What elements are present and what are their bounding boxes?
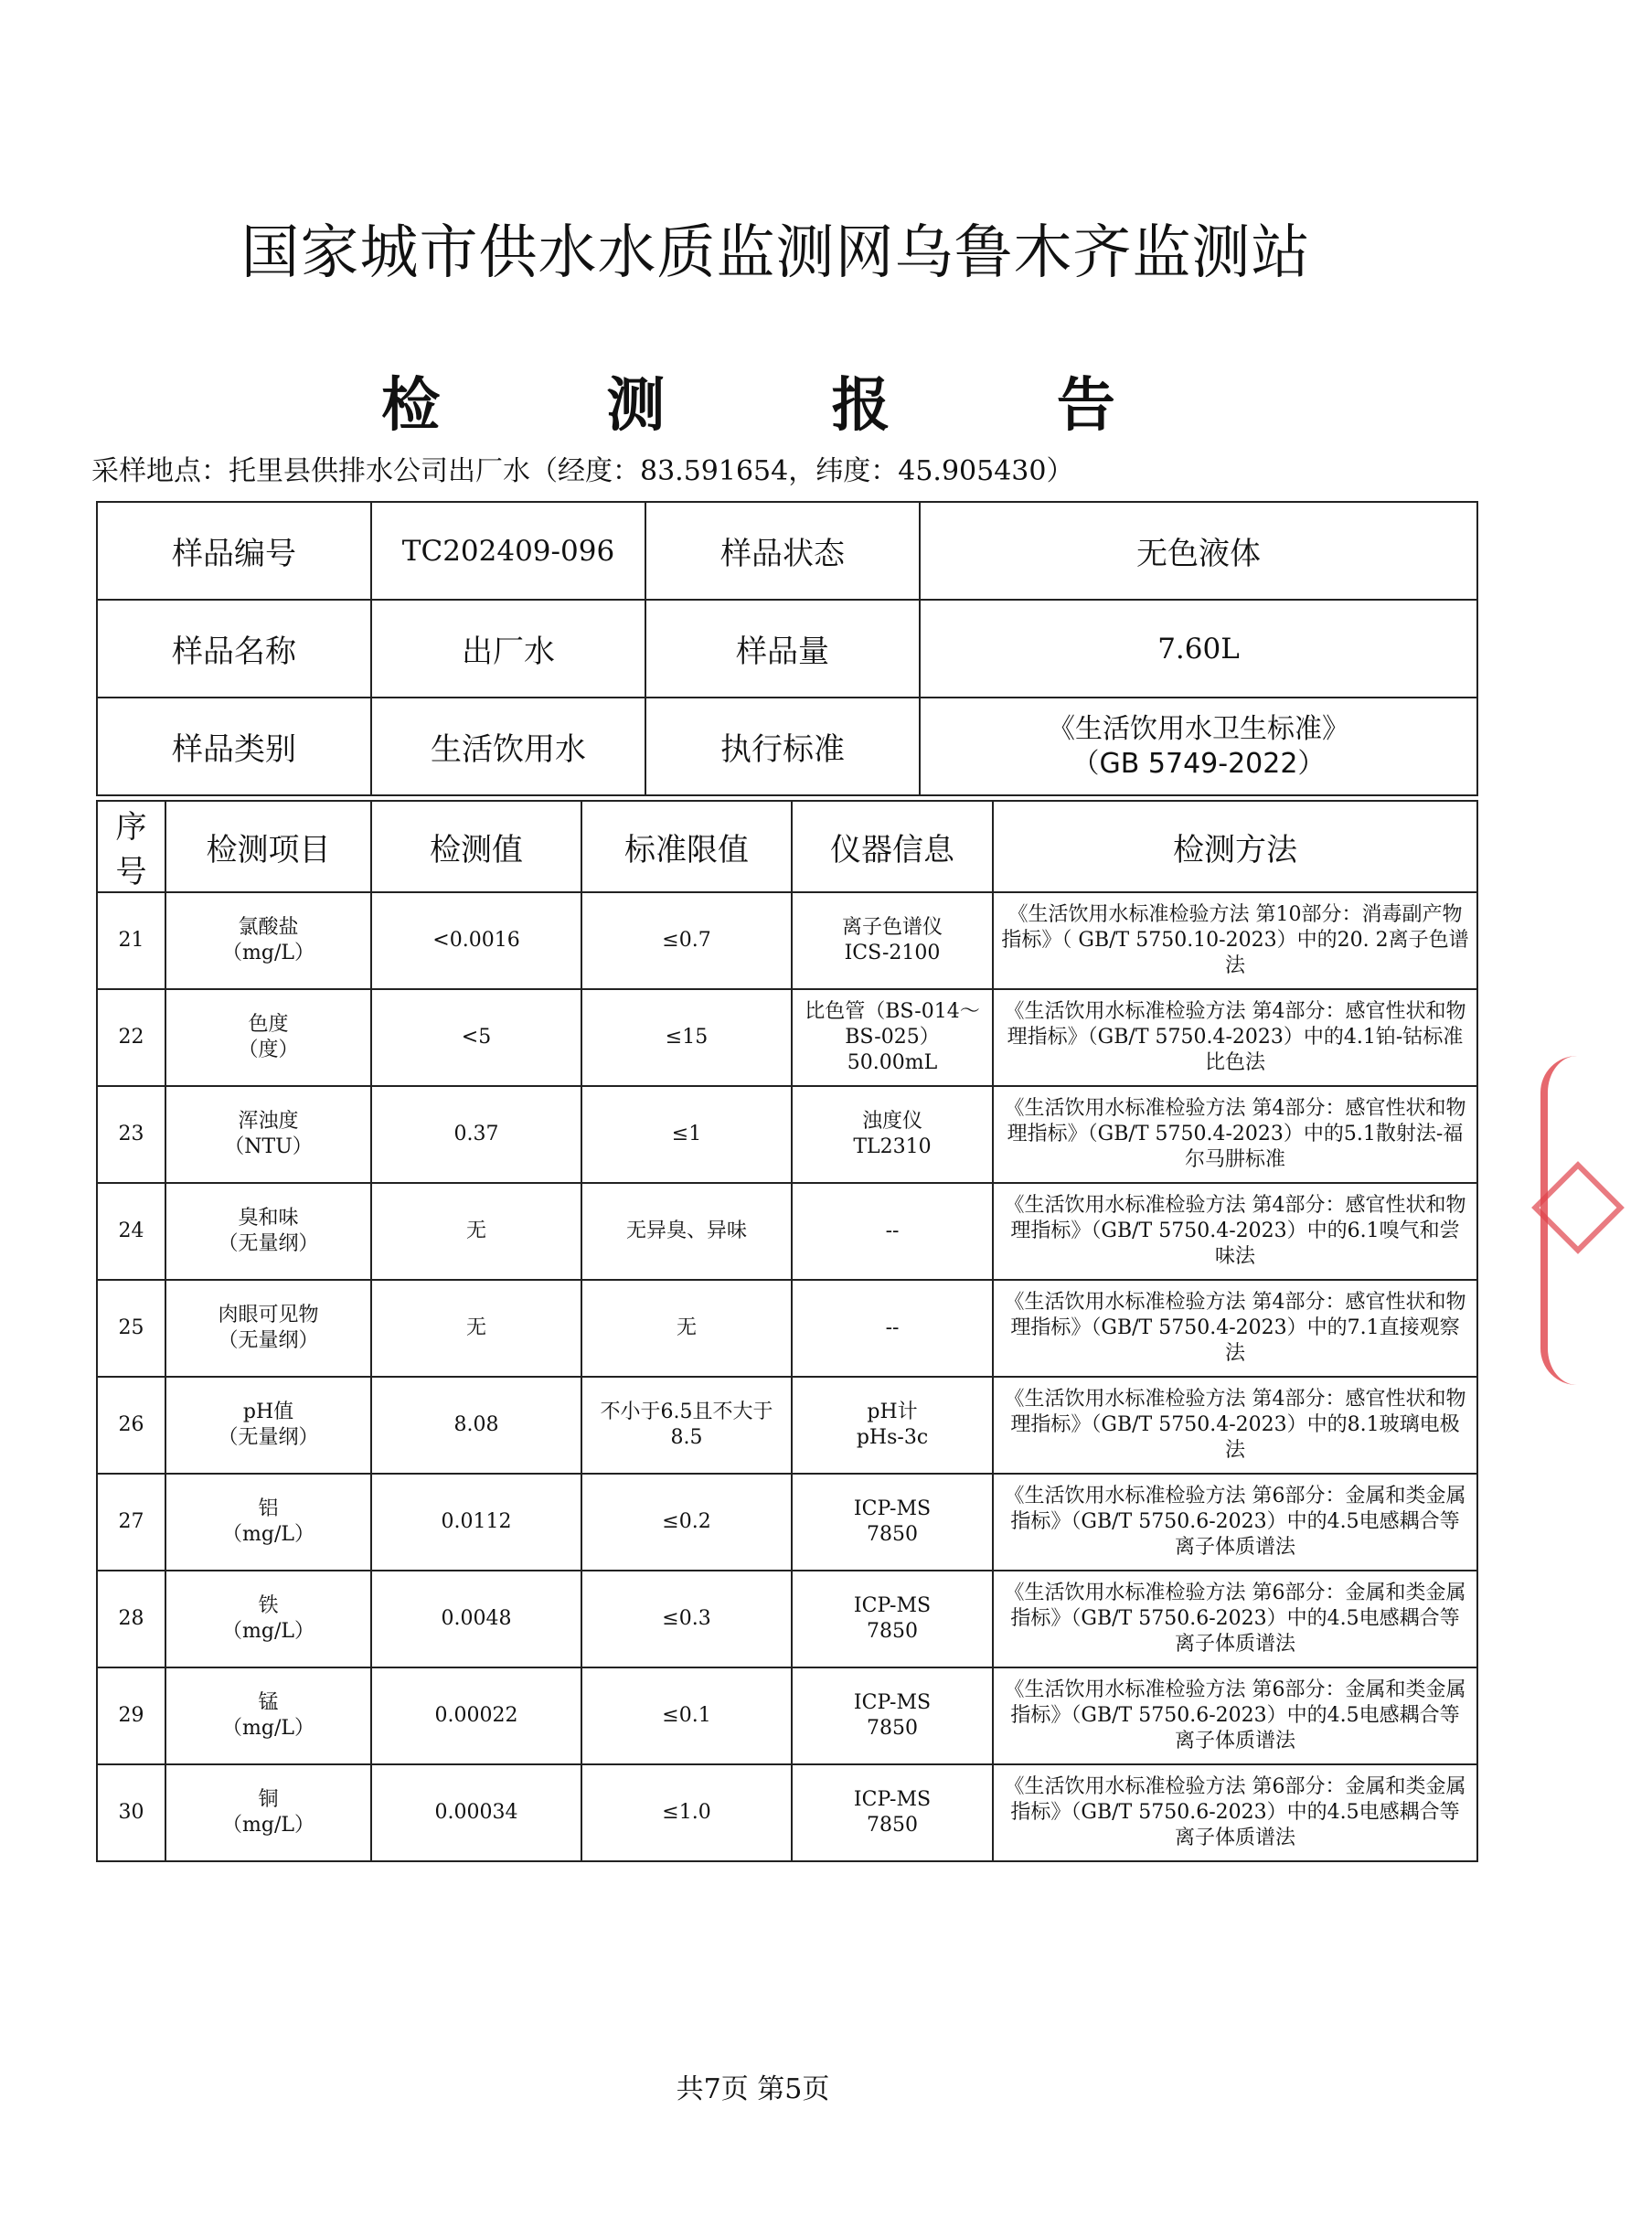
- standard-limit: [581, 1280, 792, 1377]
- test-item-name: 锰: [258, 1691, 279, 1714]
- standard-limit: [581, 892, 792, 989]
- instrument-info-line: pH计: [867, 1401, 918, 1423]
- test-item-name: 浑浊度: [238, 1110, 299, 1133]
- test-item: [165, 1571, 371, 1667]
- test-item: [165, 1764, 371, 1861]
- test-method: 《生活饮用水标准检验方法 第4部分：感官性状和物理指标》（GB/T 5750.4-2023）中的6.1嗅气和尝味法: [993, 1183, 1477, 1280]
- test-value: 0.00022: [371, 1667, 581, 1764]
- row-number: 24: [97, 1183, 165, 1280]
- standard-limit: [581, 1183, 792, 1280]
- instrument-info-line: 离子色谱仪: [841, 916, 943, 939]
- sample-no-value: TC202409-096: [371, 502, 645, 600]
- standard-limit-line: ≤0.1: [662, 1704, 711, 1727]
- row-number: 22: [97, 989, 165, 1086]
- instrument-info: [792, 1474, 993, 1571]
- instrument-info-line: ICP-MS: [853, 1497, 932, 1520]
- organization-title: 国家城市供水水质监测网乌鲁木齐监测站: [240, 219, 1311, 287]
- table-row: [97, 1667, 1477, 1764]
- standard-limit-line: ≤1: [671, 1123, 702, 1145]
- standard-limit: [581, 1377, 792, 1474]
- row-number: 28: [97, 1571, 165, 1667]
- test-item-name: 氯酸盐: [238, 916, 299, 939]
- test-item-name: 色度: [248, 1013, 289, 1036]
- sample-name-label: 样品名称: [97, 600, 371, 698]
- test-value: 8.08: [371, 1377, 581, 1474]
- test-method: 《生活饮用水标准检验方法 第6部分：金属和类金属指标》（GB/T 5750.6-2023）中的4.5电感耦合等离子体质谱法: [993, 1474, 1477, 1571]
- sample-qty-label: 样品量: [645, 600, 920, 698]
- instrument-info-line: 7850: [867, 1620, 918, 1643]
- row-number: 27: [97, 1474, 165, 1571]
- standard-limit: [581, 1764, 792, 1861]
- test-method: 《生活饮用水标准检验方法 第4部分：感官性状和物理指标》（GB/T 5750.4-2023）中的8.1玻璃电极法: [993, 1377, 1477, 1474]
- instrument-info-line: 50.00mL: [847, 1051, 938, 1074]
- test-item-name: pH值: [242, 1401, 294, 1423]
- table-row: [97, 1377, 1477, 1474]
- sample-name-value: 出厂水: [371, 600, 645, 698]
- test-item-unit: （无量纲）: [218, 1329, 319, 1352]
- table-row: [97, 1183, 1477, 1280]
- test-method: 《生活饮用水标准检验方法 第6部分：金属和类金属指标》（GB/T 5750.6-2023）中的4.5电感耦合等离子体质谱法: [993, 1571, 1477, 1667]
- instrument-info: [792, 1571, 993, 1667]
- table-row: [97, 892, 1477, 989]
- test-item-unit: （mg/L）: [222, 1523, 314, 1546]
- instrument-info: [792, 1764, 993, 1861]
- standard-line-1: 《生活饮用水卫生标准》: [1048, 712, 1349, 745]
- row-number: 26: [97, 1377, 165, 1474]
- standard-limit: [581, 1086, 792, 1183]
- test-method: 《生活饮用水标准检验方法 第6部分：金属和类金属指标》（GB/T 5750.6-2023）中的4.5电感耦合等离子体质谱法: [993, 1667, 1477, 1764]
- test-item: [165, 1086, 371, 1183]
- standard-limit-line: ≤0.3: [662, 1607, 711, 1630]
- test-method: 《生活饮用水标准检验方法 第4部分：感官性状和物理指标》（GB/T 5750.4-2023）中的4.1铂-钴标准比色法: [993, 989, 1477, 1086]
- instrument-info: [792, 1183, 993, 1280]
- test-method: 《生活饮用水标准检验方法 第4部分：感官性状和物理指标》（GB/T 5750.4-2023）中的7.1直接观察法: [993, 1280, 1477, 1377]
- standard-value: [920, 698, 1477, 795]
- header-value: 检测值: [371, 801, 581, 892]
- test-results-table: [96, 800, 1478, 1862]
- standard-limit-line: 不小于6.5且不大于: [600, 1401, 773, 1423]
- sample-type-value: 生活饮用水: [371, 698, 645, 795]
- table-row: [97, 1280, 1477, 1377]
- test-method: 《生活饮用水标准检验方法 第10部分：消毒副产物指标》（ GB/T 5750.10-2023）中的20. 2离子色谱法: [993, 892, 1477, 989]
- instrument-info: [792, 1667, 993, 1764]
- instrument-info-line: --: [885, 1220, 900, 1242]
- instrument-info-line: 7850: [867, 1523, 918, 1546]
- test-item-name: 臭和味: [238, 1207, 299, 1230]
- test-value: 0.00034: [371, 1764, 581, 1861]
- table-row: [97, 1474, 1477, 1571]
- instrument-info-line: --: [885, 1316, 900, 1339]
- instrument-info-line: 浊度仪: [861, 1110, 922, 1133]
- test-item-name: 铝: [258, 1497, 279, 1520]
- instrument-info-line: 比色管（BS-014～: [805, 1000, 980, 1023]
- instrument-info-line: pHs-3c: [856, 1426, 929, 1449]
- test-value: 0.0048: [371, 1571, 581, 1667]
- row-number: 30: [97, 1764, 165, 1861]
- table-row: [97, 1571, 1477, 1667]
- test-item-name: 肉眼可见物: [218, 1304, 319, 1326]
- test-method: 《生活饮用水标准检验方法 第6部分：金属和类金属指标》（GB/T 5750.6-2023）中的4.5电感耦合等离子体质谱法: [993, 1764, 1477, 1861]
- report-title: 检 测 报 告: [381, 372, 1188, 440]
- standard-label: 执行标准: [645, 698, 920, 795]
- info-row: [97, 698, 1477, 795]
- info-row: [97, 502, 1477, 600]
- row-number: 29: [97, 1667, 165, 1764]
- standard-limit-line: ≤15: [665, 1026, 709, 1049]
- test-item-unit: （度）: [238, 1039, 299, 1061]
- standard-limit-line: ≤1.0: [662, 1801, 711, 1824]
- standard-limit-line: 无: [676, 1316, 697, 1339]
- test-item: [165, 892, 371, 989]
- test-item: [165, 1280, 371, 1377]
- standard-limit-line: 无异臭、异味: [625, 1220, 747, 1242]
- test-item: [165, 1667, 371, 1764]
- test-item-unit: （无量纲）: [218, 1426, 319, 1449]
- test-item-unit: （NTU）: [224, 1135, 313, 1158]
- standard-limit: [581, 1667, 792, 1764]
- instrument-info-line: ICP-MS: [853, 1594, 932, 1617]
- info-row: [97, 600, 1477, 698]
- standard-limit: [581, 989, 792, 1086]
- table-row: [97, 1764, 1477, 1861]
- test-item-unit: （mg/L）: [222, 1620, 314, 1643]
- sample-qty-value: 7.60L: [920, 600, 1477, 698]
- test-item: [165, 989, 371, 1086]
- standard-limit-line: ≤0.2: [662, 1510, 711, 1533]
- test-item-unit: （mg/L）: [222, 1814, 314, 1837]
- standard-limit: [581, 1474, 792, 1571]
- instrument-info: [792, 1377, 993, 1474]
- sample-info-table: [96, 501, 1478, 796]
- instrument-info-line: TL2310: [853, 1135, 932, 1158]
- header-no: 序号: [97, 801, 165, 892]
- sample-type-label: 样品类别: [97, 698, 371, 795]
- test-item-unit: （无量纲）: [218, 1232, 319, 1255]
- header-item: 检测项目: [165, 801, 371, 892]
- table-header-row: [97, 801, 1477, 892]
- instrument-info-line: ICS-2100: [844, 942, 941, 964]
- instrument-info-line: ICP-MS: [853, 1788, 932, 1811]
- table-row: [97, 989, 1477, 1086]
- test-item-name: 铜: [258, 1788, 279, 1811]
- instrument-info: [792, 1280, 993, 1377]
- test-item: [165, 1183, 371, 1280]
- test-item: [165, 1474, 371, 1571]
- row-number: 25: [97, 1280, 165, 1377]
- test-item-unit: （mg/L）: [222, 1717, 314, 1740]
- test-item: [165, 1377, 371, 1474]
- test-value: 无: [371, 1280, 581, 1377]
- test-value: <5: [371, 989, 581, 1086]
- standard-limit: [581, 1571, 792, 1667]
- standard-limit-line: ≤0.7: [662, 929, 711, 952]
- test-method: 《生活饮用水标准检验方法 第4部分：感官性状和物理指标》（GB/T 5750.4-2023）中的5.1散射法-福尔马肼标准: [993, 1086, 1477, 1183]
- instrument-info: [792, 892, 993, 989]
- instrument-info-line: 7850: [867, 1717, 918, 1740]
- row-number: 23: [97, 1086, 165, 1183]
- table-row: [97, 1086, 1477, 1183]
- instrument-info-line: 7850: [867, 1814, 918, 1837]
- sampling-location: 采样地点：托里县供排水公司出厂水（经度：83.591654，纬度：45.905430）: [91, 455, 1074, 487]
- test-value: 0.37: [371, 1086, 581, 1183]
- instrument-info-line: BS-025）: [845, 1026, 940, 1049]
- test-item-unit: （mg/L）: [222, 942, 314, 964]
- header-method: 检测方法: [993, 801, 1477, 892]
- instrument-info-line: ICP-MS: [853, 1691, 932, 1714]
- row-number: 21: [97, 892, 165, 989]
- instrument-info: [792, 989, 993, 1086]
- header-instrument: 仪器信息: [792, 801, 993, 892]
- sample-state-value: 无色液体: [920, 502, 1477, 600]
- standard-line-2: （GB 5749-2022）: [1071, 747, 1326, 780]
- standard-limit-line: 8.5: [670, 1426, 703, 1449]
- test-value: 0.0112: [371, 1474, 581, 1571]
- test-item-name: 铁: [258, 1594, 279, 1617]
- test-value: 无: [371, 1183, 581, 1280]
- sample-state-label: 样品状态: [645, 502, 920, 600]
- header-limit: 标准限值: [581, 801, 792, 892]
- instrument-info: [792, 1086, 993, 1183]
- page-footer: 共7页 第5页: [676, 2073, 830, 2105]
- sample-no-label: 样品编号: [97, 502, 371, 600]
- test-value: <0.0016: [371, 892, 581, 989]
